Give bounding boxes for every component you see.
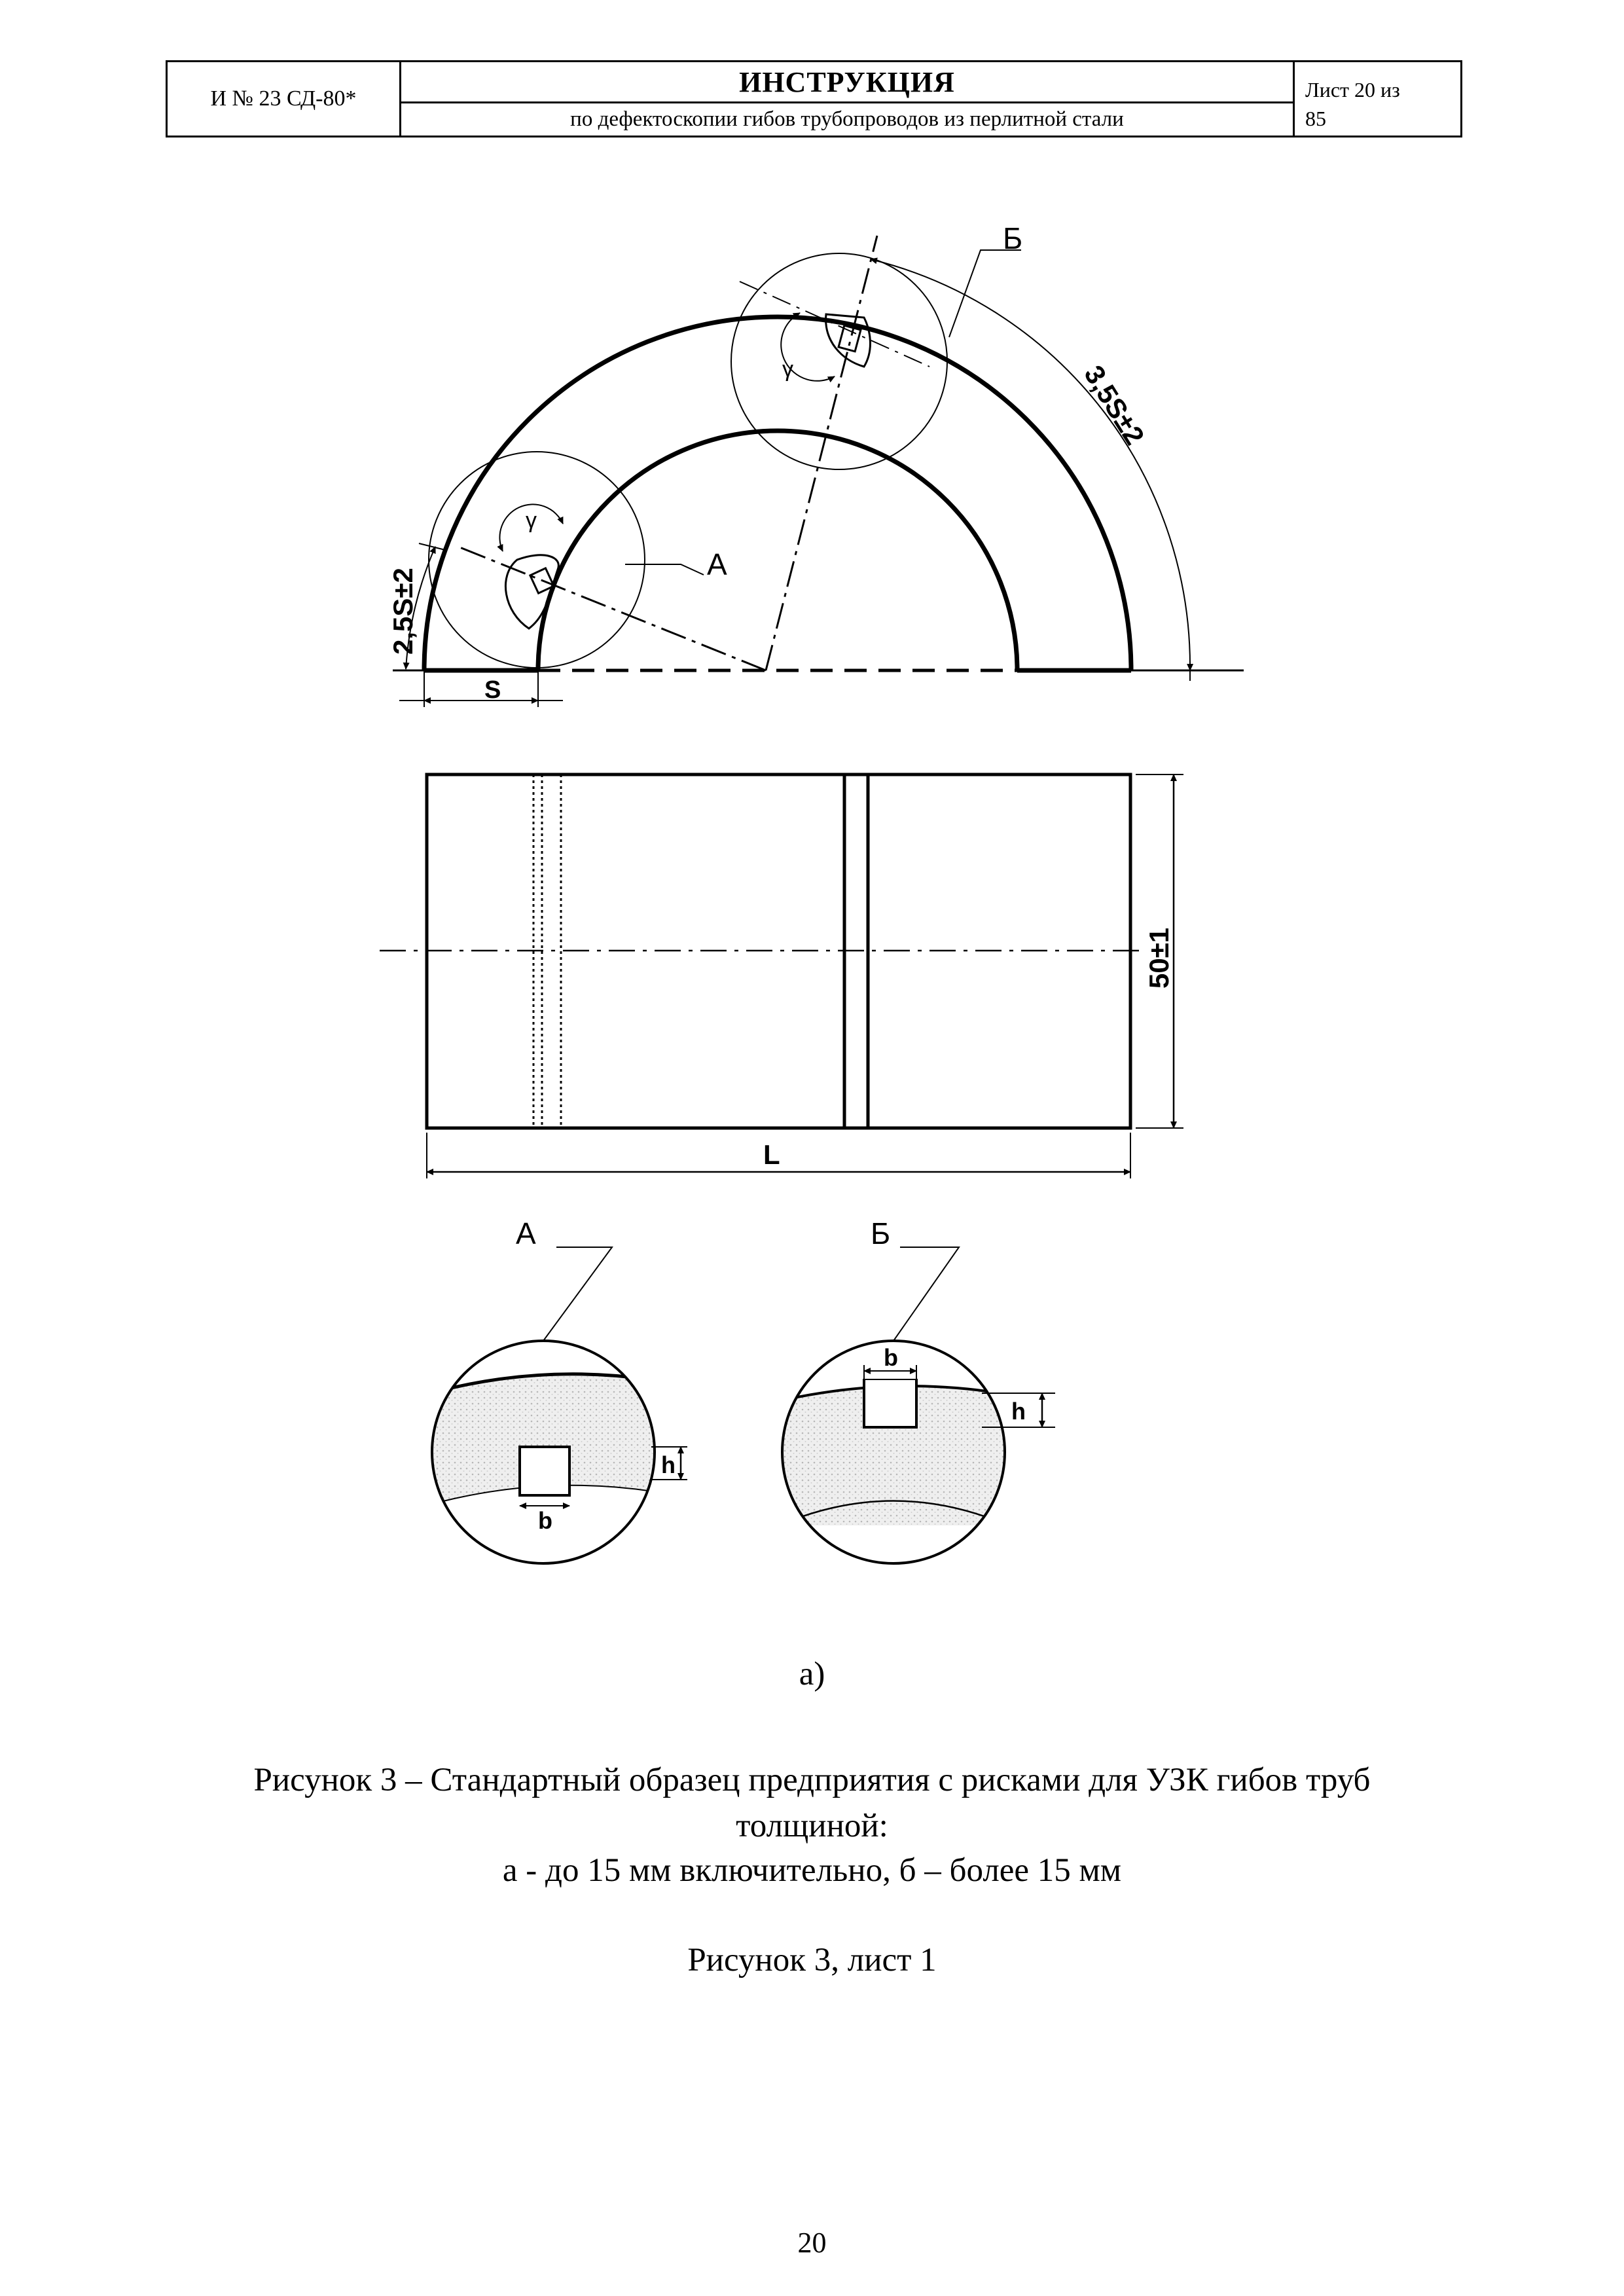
sheet-total: 85 — [1305, 107, 1326, 130]
page-number: 20 — [797, 2227, 827, 2259]
label-detail-a: А — [516, 1216, 536, 1250]
sheet-number: Лист 20 из — [1305, 78, 1400, 101]
dim-b-label-b: b — [884, 1344, 898, 1371]
detail-a — [425, 1247, 687, 1563]
bend-sample-front-view — [393, 236, 1244, 707]
document-reference: И № 23 СД-80* — [168, 62, 401, 136]
gamma-angle-b: γ — [782, 357, 793, 382]
dim-width-label: 50±1 — [1144, 927, 1174, 989]
gamma-angle-a: γ — [526, 508, 537, 533]
dim-length-label: L — [763, 1139, 780, 1170]
document-subtitle: по дефектоскопии гибов трубопроводов из перлитной стали — [570, 107, 1124, 131]
dim-left-label: 2,5S±2 — [388, 568, 418, 655]
figure-caption-line3: а - до 15 мм включительно, б – более 15 мм — [502, 1852, 1122, 1889]
dim-h-label-a: h — [661, 1451, 676, 1478]
figure-caption-line1: Рисунок 3 – Стандартный образец предприятия с рисками для УЗК гибов труб — [253, 1762, 1371, 1798]
dim-h-label-b: h — [1011, 1398, 1026, 1425]
subfigure-label: а) — [799, 1656, 825, 1692]
figure-sheet-label: Рисунок 3, лист 1 — [687, 1942, 937, 1978]
document-title: ИНСТРУКЦИЯ — [401, 62, 1293, 103]
label-detail-b: Б — [871, 1216, 891, 1250]
bend-sample-plan-view — [380, 774, 1183, 1178]
dim-thickness-label: S — [484, 676, 501, 704]
dim-arc-label: 3,5S±2 — [1078, 359, 1151, 450]
label-detail-a-top: А — [707, 547, 727, 581]
figure-caption-line2: толщиной: — [736, 1808, 888, 1844]
label-detail-b-top: Б — [1003, 221, 1023, 255]
dim-b-label-a: b — [538, 1507, 552, 1534]
